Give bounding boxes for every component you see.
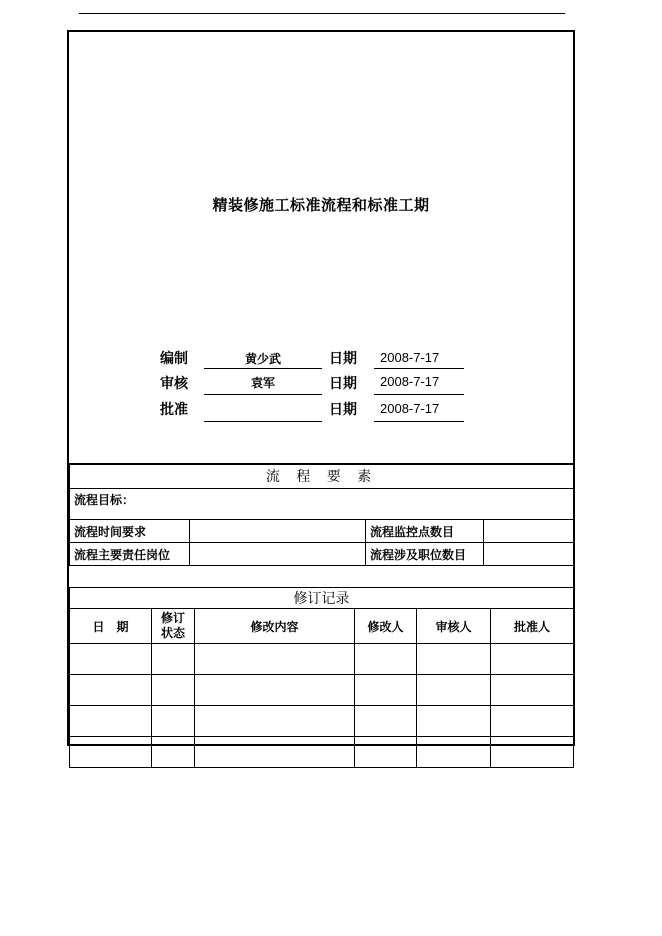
process-monitor-value bbox=[484, 520, 574, 543]
signoff-label-reviewed: 审核 bbox=[160, 376, 188, 392]
signoff-date-label-reviewed: 日期 bbox=[329, 376, 357, 392]
signoff-date-line-prepared bbox=[374, 368, 464, 369]
signoff-date-prepared: 2008-7-17 bbox=[380, 350, 440, 365]
signoff-label-prepared: 编制 bbox=[160, 351, 188, 367]
table-row bbox=[70, 644, 574, 675]
process-roles-label: 流程主要责任岗位 bbox=[70, 543, 190, 566]
signoff-line-prepared bbox=[204, 368, 322, 369]
table-row bbox=[70, 737, 574, 768]
col-revision-state-line1: 修订 bbox=[160, 611, 185, 625]
process-monitor-label: 流程监控点数目 bbox=[366, 520, 484, 543]
signoff-date-approved: 2008-7-17 bbox=[380, 401, 440, 416]
signoff-line-approved bbox=[204, 421, 322, 422]
process-goal: 流程目标： bbox=[70, 489, 574, 520]
process-roles-value bbox=[190, 543, 366, 566]
col-reviewer: 审核人 bbox=[417, 609, 491, 644]
signoff-date-label-prepared: 日期 bbox=[329, 351, 357, 367]
process-positions-value bbox=[484, 543, 574, 566]
signoff-date-line-reviewed bbox=[374, 394, 464, 395]
document-title: 精装修施工标准流程和标准工期 bbox=[212, 196, 430, 214]
signoff-date-label-approved: 日期 bbox=[329, 402, 357, 418]
process-heading: 流 程 要 素 bbox=[70, 464, 574, 489]
header-rule bbox=[79, 13, 565, 14]
signoff-date-reviewed: 2008-7-17 bbox=[380, 374, 440, 389]
col-approver: 批准人 bbox=[491, 609, 574, 644]
table-row bbox=[70, 706, 574, 737]
process-time-label: 流程时间要求 bbox=[70, 520, 190, 543]
signoff-date-line-approved bbox=[374, 421, 464, 422]
signoff-name-reviewed: 袁军 bbox=[250, 376, 275, 390]
revision-table bbox=[69, 587, 574, 768]
col-modifier: 修改人 bbox=[355, 609, 417, 644]
col-revision-state-line2: 状态 bbox=[160, 626, 185, 640]
signoff-label-approved: 批准 bbox=[160, 402, 188, 418]
signoff-line-reviewed bbox=[204, 394, 322, 395]
document-frame bbox=[67, 30, 575, 746]
process-positions-label: 流程涉及职位数目 bbox=[366, 543, 484, 566]
col-revision-state bbox=[152, 609, 195, 644]
process-elements-table bbox=[69, 463, 574, 566]
cover-section bbox=[69, 32, 573, 465]
revision-heading: 修订记录 bbox=[70, 588, 574, 609]
signoff-name-prepared: 黄少武 bbox=[244, 352, 281, 366]
col-content: 修改内容 bbox=[195, 609, 355, 644]
process-time-value bbox=[190, 520, 366, 543]
table-row bbox=[70, 675, 574, 706]
col-date: 日 期 bbox=[70, 609, 152, 644]
